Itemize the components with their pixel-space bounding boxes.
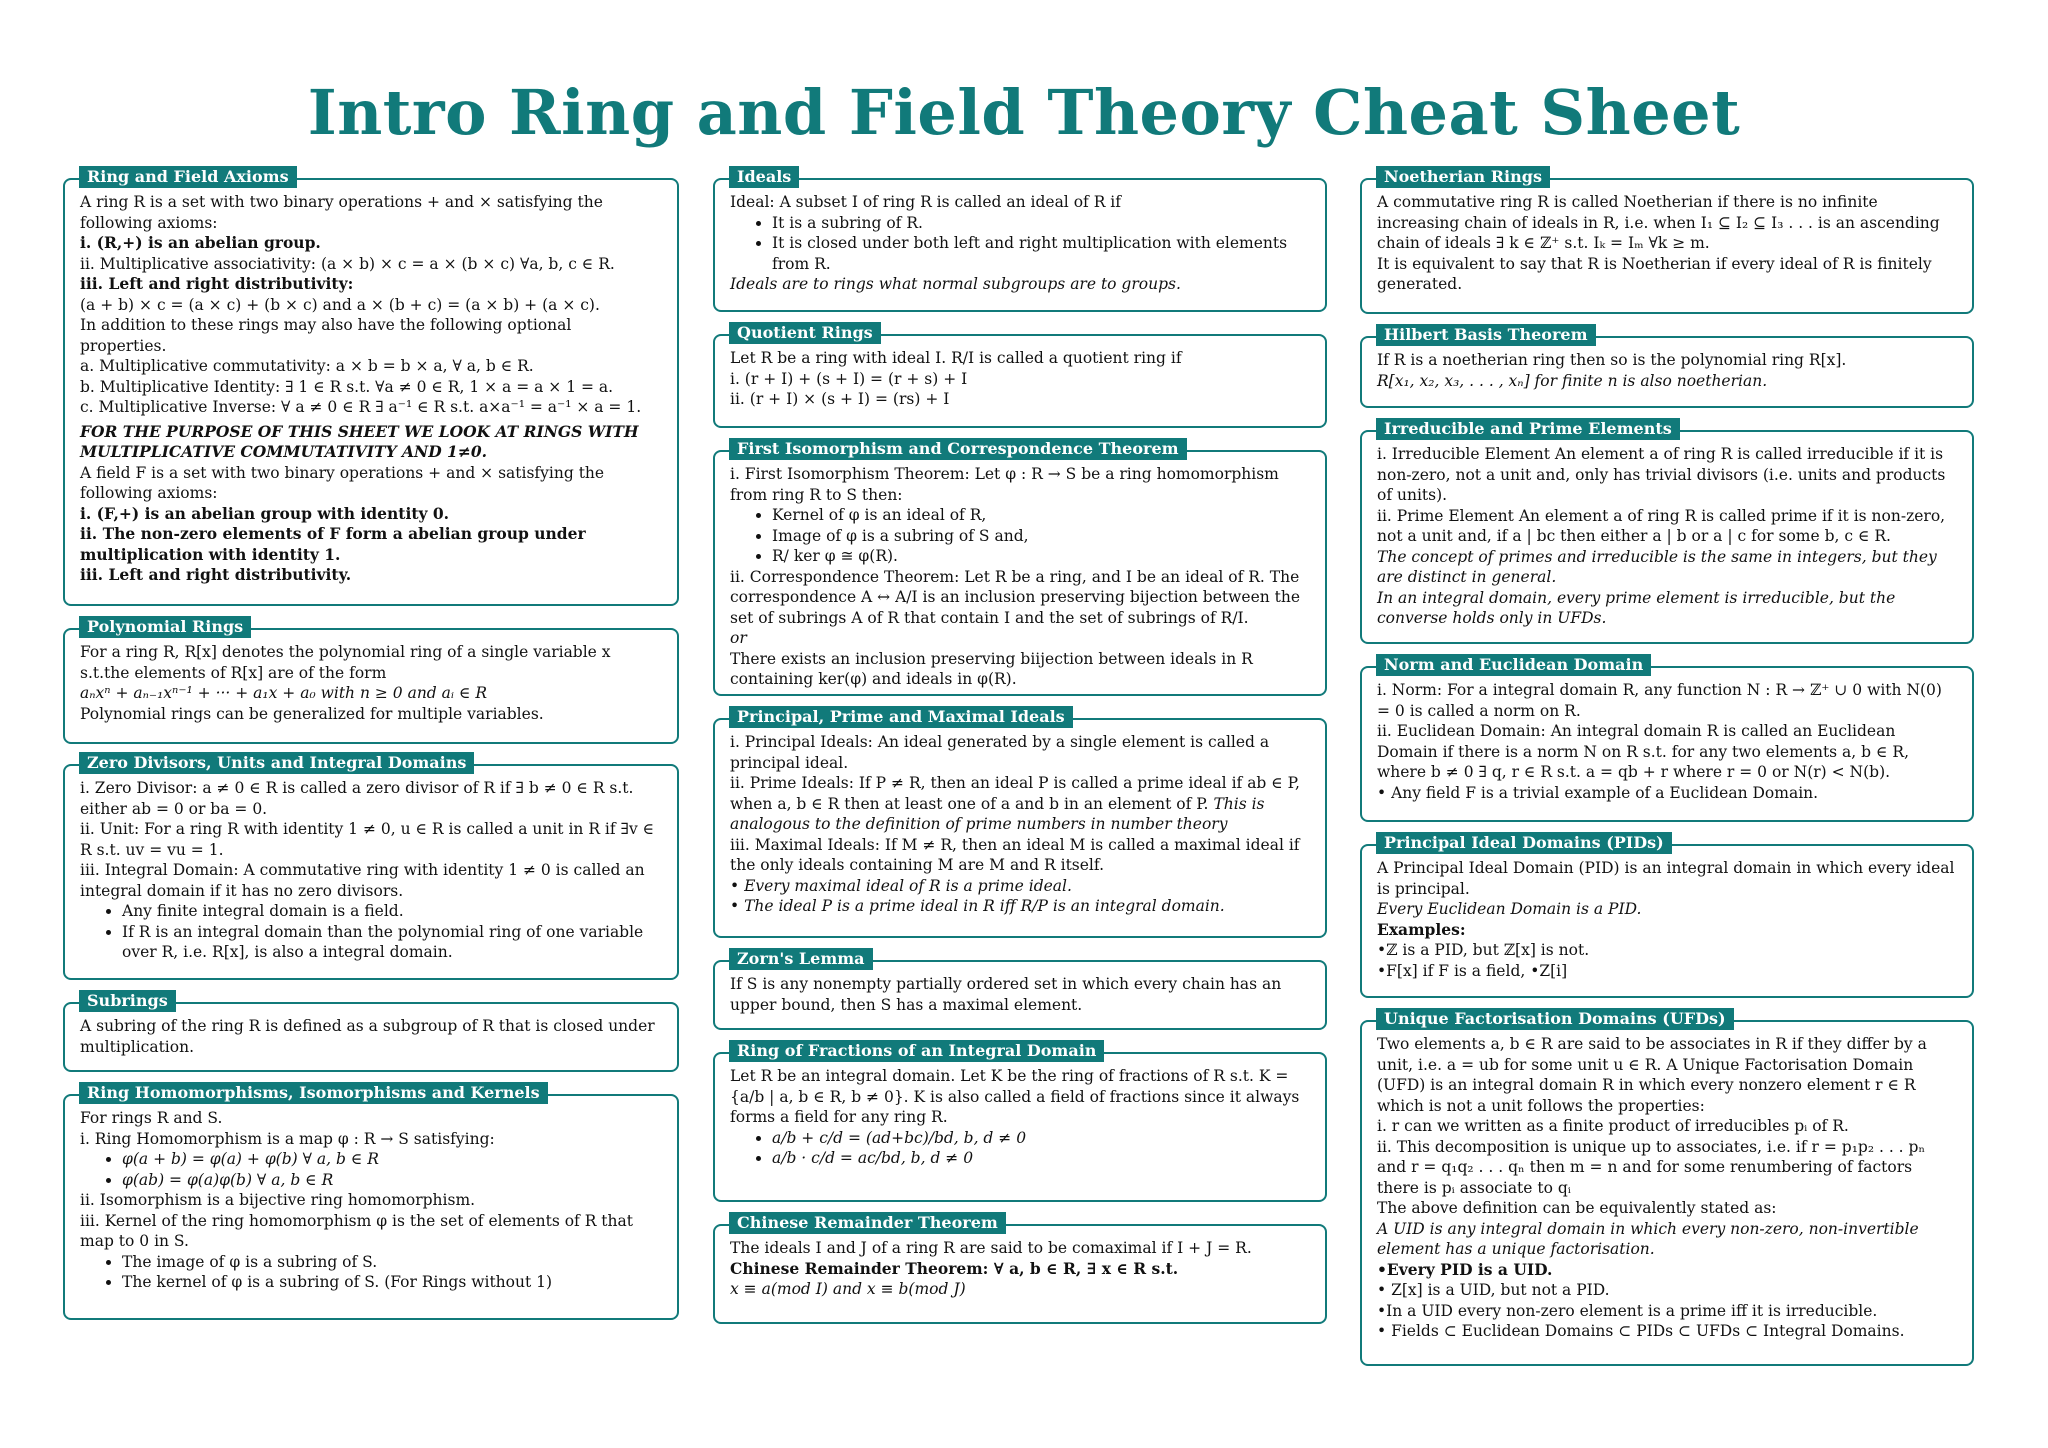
text: In addition to these rings may also have the following optional properties. [80, 316, 572, 355]
text: a. Multiplicative commutativity: a × b = b × a, ∀ a, b ∈ R. [80, 357, 534, 375]
text: ii. Isomorphism is a bijective ring homomorphism. [80, 1191, 476, 1209]
bullet-list [730, 213, 1310, 275]
text: ii. Euclidean Domain: An integral domain R is called an Euclidean Domain if there is a norm N on R s.t. for any two elements a, b ∈ R, where b ≠ 0 ∃ q, r ∈ R s.t. a = qb + r where r = 0 or N(r) < N(b). [1377, 722, 1910, 781]
column-1 [63, 167, 679, 1320]
section-ring-field-axioms [63, 167, 679, 606]
bullet-list [730, 1128, 1310, 1169]
section-header: Ideals [729, 166, 799, 188]
text: This is analogous to the definition of prime numbers in number theory [730, 794, 1265, 833]
list-item: • It is a subring of R. [772, 213, 1310, 234]
text: •F[x] if F is a field, •Z[i] [1377, 961, 1568, 980]
section-header: Zero Divisors, Units and Integral Domains [79, 752, 474, 774]
bullet-list [730, 505, 1310, 567]
section-header: Quotient Rings [729, 322, 881, 344]
text: ii. Unit: For a ring R with identity 1 ≠ 0, u ∈ R is called a unit in R if ∃v ∈ R s.t. uv = vu = 1. [80, 820, 655, 859]
section-header: Hilbert Basis Theorem [1376, 324, 1596, 346]
text: i. (F,+) is an abelian group with identity 0. [80, 503, 450, 523]
text: • Any field F is a trivial example of a Euclidean Domain. [1377, 783, 1819, 802]
text: x ≡ a(mod I) and x ≡ b(mod J) [730, 1280, 966, 1298]
page-title: Intro Ring and Field Theory Cheat Sheet [307, 76, 1741, 149]
text: • The ideal P is a prime ideal in R iff R/P is an integral domain. [730, 897, 1225, 915]
text: ii. Multiplicative associativity: (a × b) × c = a × (b × c) ∀a, b, c ∈ R. [80, 254, 615, 273]
list-item: • φ(ab) = φ(a)φ(b) ∀ a, b ∈ R [122, 1170, 662, 1191]
text: i. (r + I) + (s + I) = (r + s) + I [730, 369, 968, 388]
text: iii. Left and right distributivity: [80, 274, 354, 293]
text: i. First Isomorphism Theorem: Let φ : R → S be a ring homomorphism from ring R to S then: [730, 465, 1279, 504]
column-2 [713, 167, 1327, 1324]
list-item: • φ(a + b) = φ(a) + φ(b) ∀ a, b ∈ R [122, 1149, 662, 1170]
list-item: • The kernel of φ is a subring of S. (For Rings without 1) [122, 1272, 662, 1293]
section-norm-euclidean [1360, 655, 1974, 822]
text: There exists an inclusion preserving biijection between ideals in R containing ker(φ) and ideals in φ(R). [730, 649, 1253, 688]
text: Let R be an integral domain. Let K be the ring of fractions of R s.t. K = {a/b | a, b ∈ R, b ≠ 0}. K is also called a field of fractions since it always forms a field for any ring R. [730, 1067, 1300, 1126]
text: b. Multiplicative Identity: ∃ 1 ∈ R s.t. ∀a ≠ 0 ∈ R, 1 × a = a × 1 = a. [80, 377, 614, 396]
text: FOR THE PURPOSE OF THIS SHEET WE LOOK AT RINGS WITH MULTIPLICATIVE COMMUTATIVITY AND 1≠0. [80, 421, 639, 461]
section-principal-prime-maximal [713, 707, 1327, 938]
section-header: Principal, Prime and Maximal Ideals [729, 706, 1073, 728]
text: (a + b) × c = (a × c) + (b × c) and a × (b + c) = (a × b) + (a × c). [80, 295, 600, 314]
text: A ring R is a set with two binary operations + and × satisfying the following axioms: [80, 193, 603, 232]
text: A Principal Ideal Domain (PID) is an integral domain in which every ideal is principal. [1377, 859, 1955, 898]
text: i. Principal Ideals: An ideal generated by a single element is called a principal ideal. [730, 733, 1270, 772]
text: If R is a noetherian ring then so is the polynomial ring R[x]. [1377, 351, 1847, 369]
section-polynomial-rings [63, 617, 679, 744]
section-header: Polynomial Rings [79, 616, 251, 638]
section-header: Noetherian Rings [1376, 166, 1550, 188]
text: i. r can we written as a finite product of irreducibles pᵢ of R. [1377, 1117, 1849, 1135]
section-zero-divisors [63, 753, 679, 980]
section-noetherian-rings [1360, 167, 1974, 314]
section-pids [1360, 833, 1974, 998]
text: The above definition can be equivalently stated as: [1377, 1199, 1777, 1217]
section-irreducible-prime [1360, 419, 1974, 644]
section-header: Irreducible and Prime Elements [1376, 418, 1680, 440]
section-header: Norm and Euclidean Domain [1376, 654, 1651, 676]
text: It is equivalent to say that R is Noetherian if every ideal of R is finitely generated. [1377, 254, 1932, 293]
text: •ℤ is a PID, but ℤ[x] is not. [1377, 941, 1590, 959]
text: i. Norm: For a integral domain R, any function N : R → ℤ⁺ ∪ 0 with N(0) = 0 is called a norm on R. [1377, 681, 1942, 720]
text: Let R be a ring with ideal I. R/I is called a quotient ring if [730, 349, 1182, 367]
text: Chinese Remainder Theorem: ∀ a, b ∈ R, ∃ x ∈ R s.t. [730, 1258, 1179, 1278]
text: i. Ring Homomorphism is a map φ : R → S satisfying: [80, 1129, 495, 1148]
text: A field F is a set with two binary operations + and × satisfying the following axioms: [80, 463, 605, 502]
text: aₙxⁿ + aₙ₋₁xⁿ⁻¹ + ··· + a₁x + a₀ with n ≥ 0 and aᵢ ∈ R [80, 684, 488, 702]
text: • Fields ⊂ Euclidean Domains ⊂ PIDs ⊂ UFDs ⊂ Integral Domains. [1377, 1322, 1905, 1340]
text: In an integral domain, every prime element is irreducible, but the converse holds only in UFDs. [1377, 588, 1896, 627]
text: c. Multiplicative Inverse: ∀ a ≠ 0 ∈ R ∃ a⁻¹ ∈ R s.t. a×a⁻¹ = a⁻¹ × a = 1. [80, 398, 642, 416]
text: If S is any nonempty partially ordered set in which every chain has an upper bound, then S has a maximal element. [730, 975, 1282, 1014]
section-chinese-remainder [713, 1213, 1327, 1324]
text: Polynomial rings can be generalized for multiple variables. [80, 704, 544, 723]
list-item: • Image of φ is a subring of S and, [772, 526, 1310, 547]
section-header: Principal Ideal Domains (PIDs) [1376, 832, 1672, 854]
text: Examples: [1377, 919, 1466, 939]
section-quotient-rings [713, 323, 1327, 428]
text: ii. Prime Element An element a of ring R is called prime if it is non-zero, not a unit and, if a | bc then either a | b or a | c for some b, c ∈ R. [1377, 506, 1946, 545]
text: •Every PID is a UID. [1377, 1259, 1553, 1279]
list-item: • R/ ker φ ≅ φ(R). [772, 546, 1310, 567]
text: iii. Kernel of the ring homomorphism φ is the set of elements of R that map to 0 in S. [80, 1211, 633, 1250]
text: ii. This decomposition is unique up to associates, i.e. if r = p₁p₂ . . . pₙ and r = q₁q₂ . . . qₙ then m = n and for some renumbering of factors there is pᵢ associate to qᵢ [1377, 1137, 1926, 1197]
list-item: • The image of φ is a subring of S. [122, 1252, 662, 1273]
section-ideals [713, 167, 1327, 312]
section-ring-homomorphisms [63, 1083, 679, 1320]
text: ii. Correspondence Theorem: Let R be a ring, and I be an ideal of R. The correspondence A ↔ A/I is an inclusion preserving bijection between the set of subrings A of R that contain I and the set of subrings of R/I. [730, 567, 1301, 627]
section-isomorphism-theorems [713, 439, 1327, 696]
text: For rings R and S. [80, 1109, 223, 1127]
section-header: Ring of Fractions of an Integral Domain [729, 1040, 1104, 1062]
list-item: • Any finite integral domain is a field. [122, 901, 662, 922]
section-header: Ring and Field Axioms [79, 166, 297, 188]
text: iii. Left and right distributivity. [80, 565, 352, 584]
section-header: Subrings [79, 990, 176, 1012]
text: ii. (r + I) × (s + I) = (rs) + I [730, 390, 950, 408]
text: i. Irreducible Element An element a of ring R is called irreducible if it is non-zero, not a unit and, only has trivial divisors (i.e. units and products of units). [1377, 445, 1946, 504]
list-item: • a/b · c/d = ac/bd, b, d ≠ 0 [772, 1148, 1310, 1169]
list-item: • a/b + c/d = (ad+bc)/bd, b, d ≠ 0 [772, 1128, 1310, 1149]
bullet-list [80, 1149, 662, 1190]
list-item: • It is closed under both left and right multiplication with elements from R. [772, 233, 1310, 274]
text: For a ring R, R[x] denotes the polynomial ring of a single variable x s.t.the elements of R[x] are of the form [80, 643, 611, 682]
text: i. (R,+) is an abelian group. [80, 233, 321, 252]
text: A commutative ring R is called Noetherian if there is no infinite increasing chain of ideals in R, i.e. when I₁ ⊆ I₂ ⊆ I₃ . . . is an ascending chain of ideals ∃ k ∈ ℤ⁺ s.t. Iₖ = Iₘ ∀k ≥ m. [1377, 193, 1940, 252]
section-zorns-lemma [713, 949, 1327, 1030]
text: ii. The non-zero elements of F form a abelian group under multiplication with identity 1. [80, 524, 586, 564]
text [730, 773, 1310, 835]
text: i. Zero Divisor: a ≠ 0 ∈ R is called a zero divisor of R if ∃ b ≠ 0 ∈ R s.t. either ab = 0 or ba = 0. [80, 779, 634, 818]
text: Every Euclidean Domain is a PID. [1377, 900, 1642, 918]
text: A subring of the ring R is defined as a subgroup of R that is closed under multiplication. [80, 1017, 655, 1056]
text: •In a UID every non-zero element is a prime iff it is irreducible. [1377, 1301, 1878, 1320]
section-header: Unique Factorisation Domains (UFDs) [1376, 1008, 1734, 1030]
section-ufds [1360, 1009, 1974, 1366]
section-header: Chinese Remainder Theorem [729, 1212, 1006, 1234]
text: R[x₁, x₂, x₃, . . . , xₙ] for finite n is also noetherian. [1377, 371, 1768, 390]
text: A UID is any integral domain in which every non-zero, non-invertible element has a unique factorisation. [1377, 1219, 1919, 1258]
section-header: First Isomorphism and Correspondence Theorem [729, 438, 1187, 460]
text: Ideals are to rings what normal subgroups are to groups. [730, 275, 1181, 293]
bullet-list [80, 901, 662, 963]
bullet-list [80, 1252, 662, 1293]
text: • Every maximal ideal of R is a prime ideal. [730, 876, 1072, 895]
text: Ideal: A subset I of ring R is called an ideal of R if [730, 193, 1121, 211]
section-ring-of-fractions [713, 1041, 1327, 1202]
text: iii. Integral Domain: A commutative ring with identity 1 ≠ 0 is called an integral domain if it has no zero divisors. [80, 861, 645, 900]
section-subrings [63, 991, 679, 1072]
section-header: Ring Homomorphisms, Isomorphisms and Kernels [79, 1082, 548, 1104]
list-item: • If R is an integral domain than the polynomial ring of one variable over R, i.e. R[x], is also a integral domain. [122, 922, 662, 963]
list-item: • Kernel of φ is an ideal of R, [772, 505, 1310, 526]
text: The ideals I and J of a ring R are said to be comaximal if I + J = R. [730, 1239, 1252, 1257]
text: • Z[x] is a UID, but not a PID. [1377, 1281, 1610, 1299]
section-hilbert-basis [1360, 325, 1974, 408]
text: iii. Maximal Ideals: If M ≠ R, then an ideal M is called a maximal ideal if the only ideals containing M are M and R itself. [730, 835, 1300, 874]
text: Two elements a, b ∈ R are said to be associates in R if they differ by a unit, i.e. a = ub for some unit u ∈ R. A Unique Factorisation Domain (UFD) is an integral domain R in which every nonzero element r ∈ R which is not a unit follows the properties: [1377, 1035, 1927, 1115]
text: ii. Prime Ideals: If P ≠ R, then an ideal P is called a prime ideal if ab ∈ P, when a, b ∈ R then at least one of a and b in an element of P. [730, 774, 1300, 813]
column-3 [1360, 167, 1974, 1366]
section-header: Zorn's Lemma [729, 948, 873, 970]
text: The concept of primes and irreducible is the same in integers, but they are distinct in general. [1377, 547, 1937, 586]
text: or [730, 629, 747, 647]
